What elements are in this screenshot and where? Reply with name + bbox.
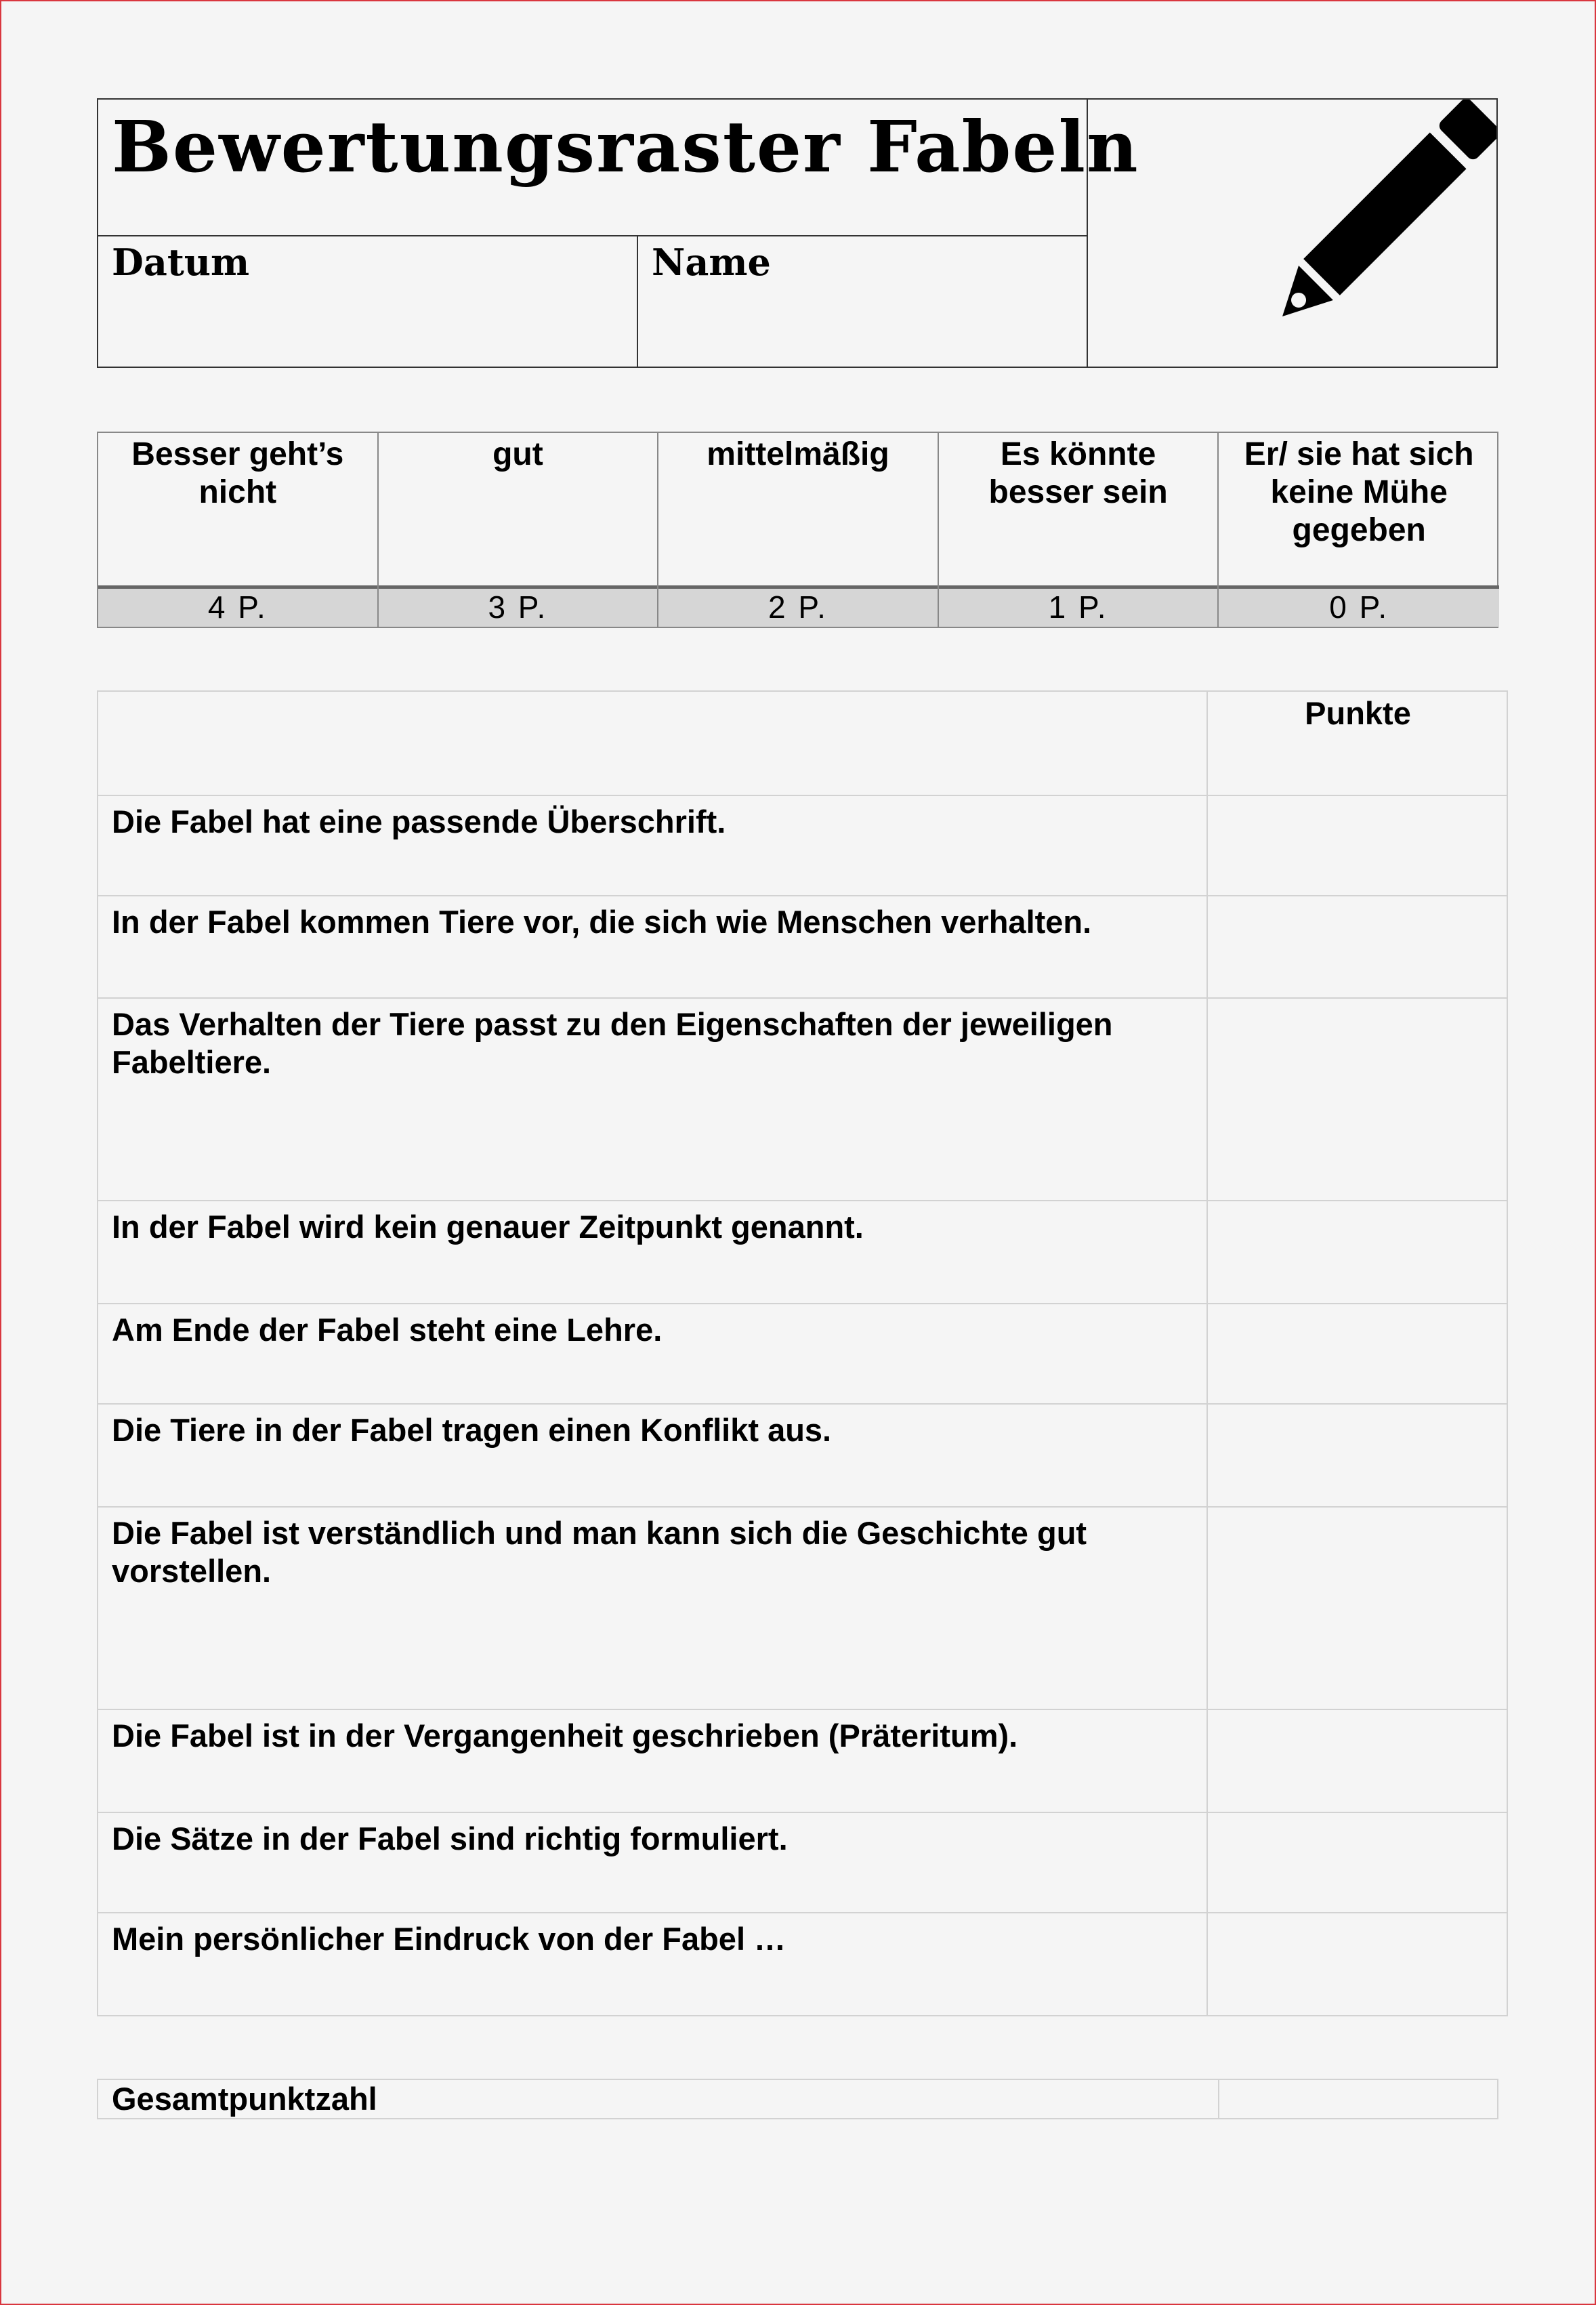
criteria-table [97,690,1508,2016]
criteria-text: Mein persönlicher Eindruck von der Fabel … [112,1921,786,1957]
criteria-row[interactable] [98,1405,1507,1508]
scale-points: 2 P. [658,585,938,627]
scale-label: mittelmäßig [707,436,889,472]
scale-label: Es könnte besser sein [988,436,1168,510]
date-field[interactable] [98,236,638,368]
criteria-row[interactable] [98,1710,1507,1813]
criteria-row[interactable] [98,999,1507,1201]
criteria-row[interactable] [98,1201,1507,1304]
total-row[interactable] [97,2079,1498,2119]
title-cell [98,100,1139,236]
scale-points: 0 P. [1219,585,1499,627]
criteria-row[interactable] [98,896,1507,999]
scale-points: 4 P. [98,585,377,627]
name-field[interactable] [638,236,1088,368]
scale-column [658,433,939,627]
rating-scale-table [97,432,1498,628]
points-column-header: Punkte [1305,695,1411,731]
criteria-text: In der Fabel kommen Tiere vor, die sich wie Menschen verhalten. [112,904,1092,940]
name-label: Name [652,241,771,284]
criteria-text: Die Fabel ist in der Vergangenheit geschrieben (Präteritum). [112,1718,1018,1753]
icon-cell [1088,100,1496,367]
criteria-text: Die Tiere in der Fabel tragen einen Konflikt aus. [112,1412,832,1448]
date-label: Datum [112,241,250,284]
criteria-row[interactable] [98,1508,1507,1710]
criteria-row[interactable] [98,1813,1507,1913]
criteria-text: Die Fabel hat eine passende Überschrift. [112,804,726,839]
scale-column [939,433,1219,627]
scale-points: 1 P. [939,585,1218,627]
criteria-row[interactable] [98,796,1507,896]
scale-column [379,433,659,627]
pencil-icon [1088,100,1496,367]
scale-column [98,433,379,627]
scale-label: Besser geht’s nicht [131,436,344,510]
criteria-text: Die Sätze in der Fabel sind richtig formuliert. [112,1821,788,1856]
page-title: Bewertungsraster Fabeln [112,105,1139,188]
criteria-text: Das Verhalten der Tiere passt zu den Eigenschaften der jeweiligen Fabeltiere. [112,1006,1113,1080]
criteria-row[interactable] [98,1913,1507,2015]
criteria-text: Am Ende der Fabel steht eine Lehre. [112,1312,663,1348]
criteria-row[interactable] [98,1304,1507,1405]
criteria-text: In der Fabel wird kein genauer Zeitpunkt genannt. [112,1209,864,1245]
header-block [97,98,1498,368]
total-divider [1218,2080,1219,2118]
scale-label: gut [492,436,543,472]
criteria-text: Die Fabel ist verständlich und man kann sich die Geschichte gut vorstellen. [112,1515,1087,1589]
criteria-header-row [98,692,1507,796]
scale-label: Er/ sie hat sich keine Mühe gegeben [1244,436,1474,548]
scale-points: 3 P. [379,585,658,627]
total-label: Gesamtpunktzahl [112,2081,377,2117]
scale-column [1219,433,1499,627]
